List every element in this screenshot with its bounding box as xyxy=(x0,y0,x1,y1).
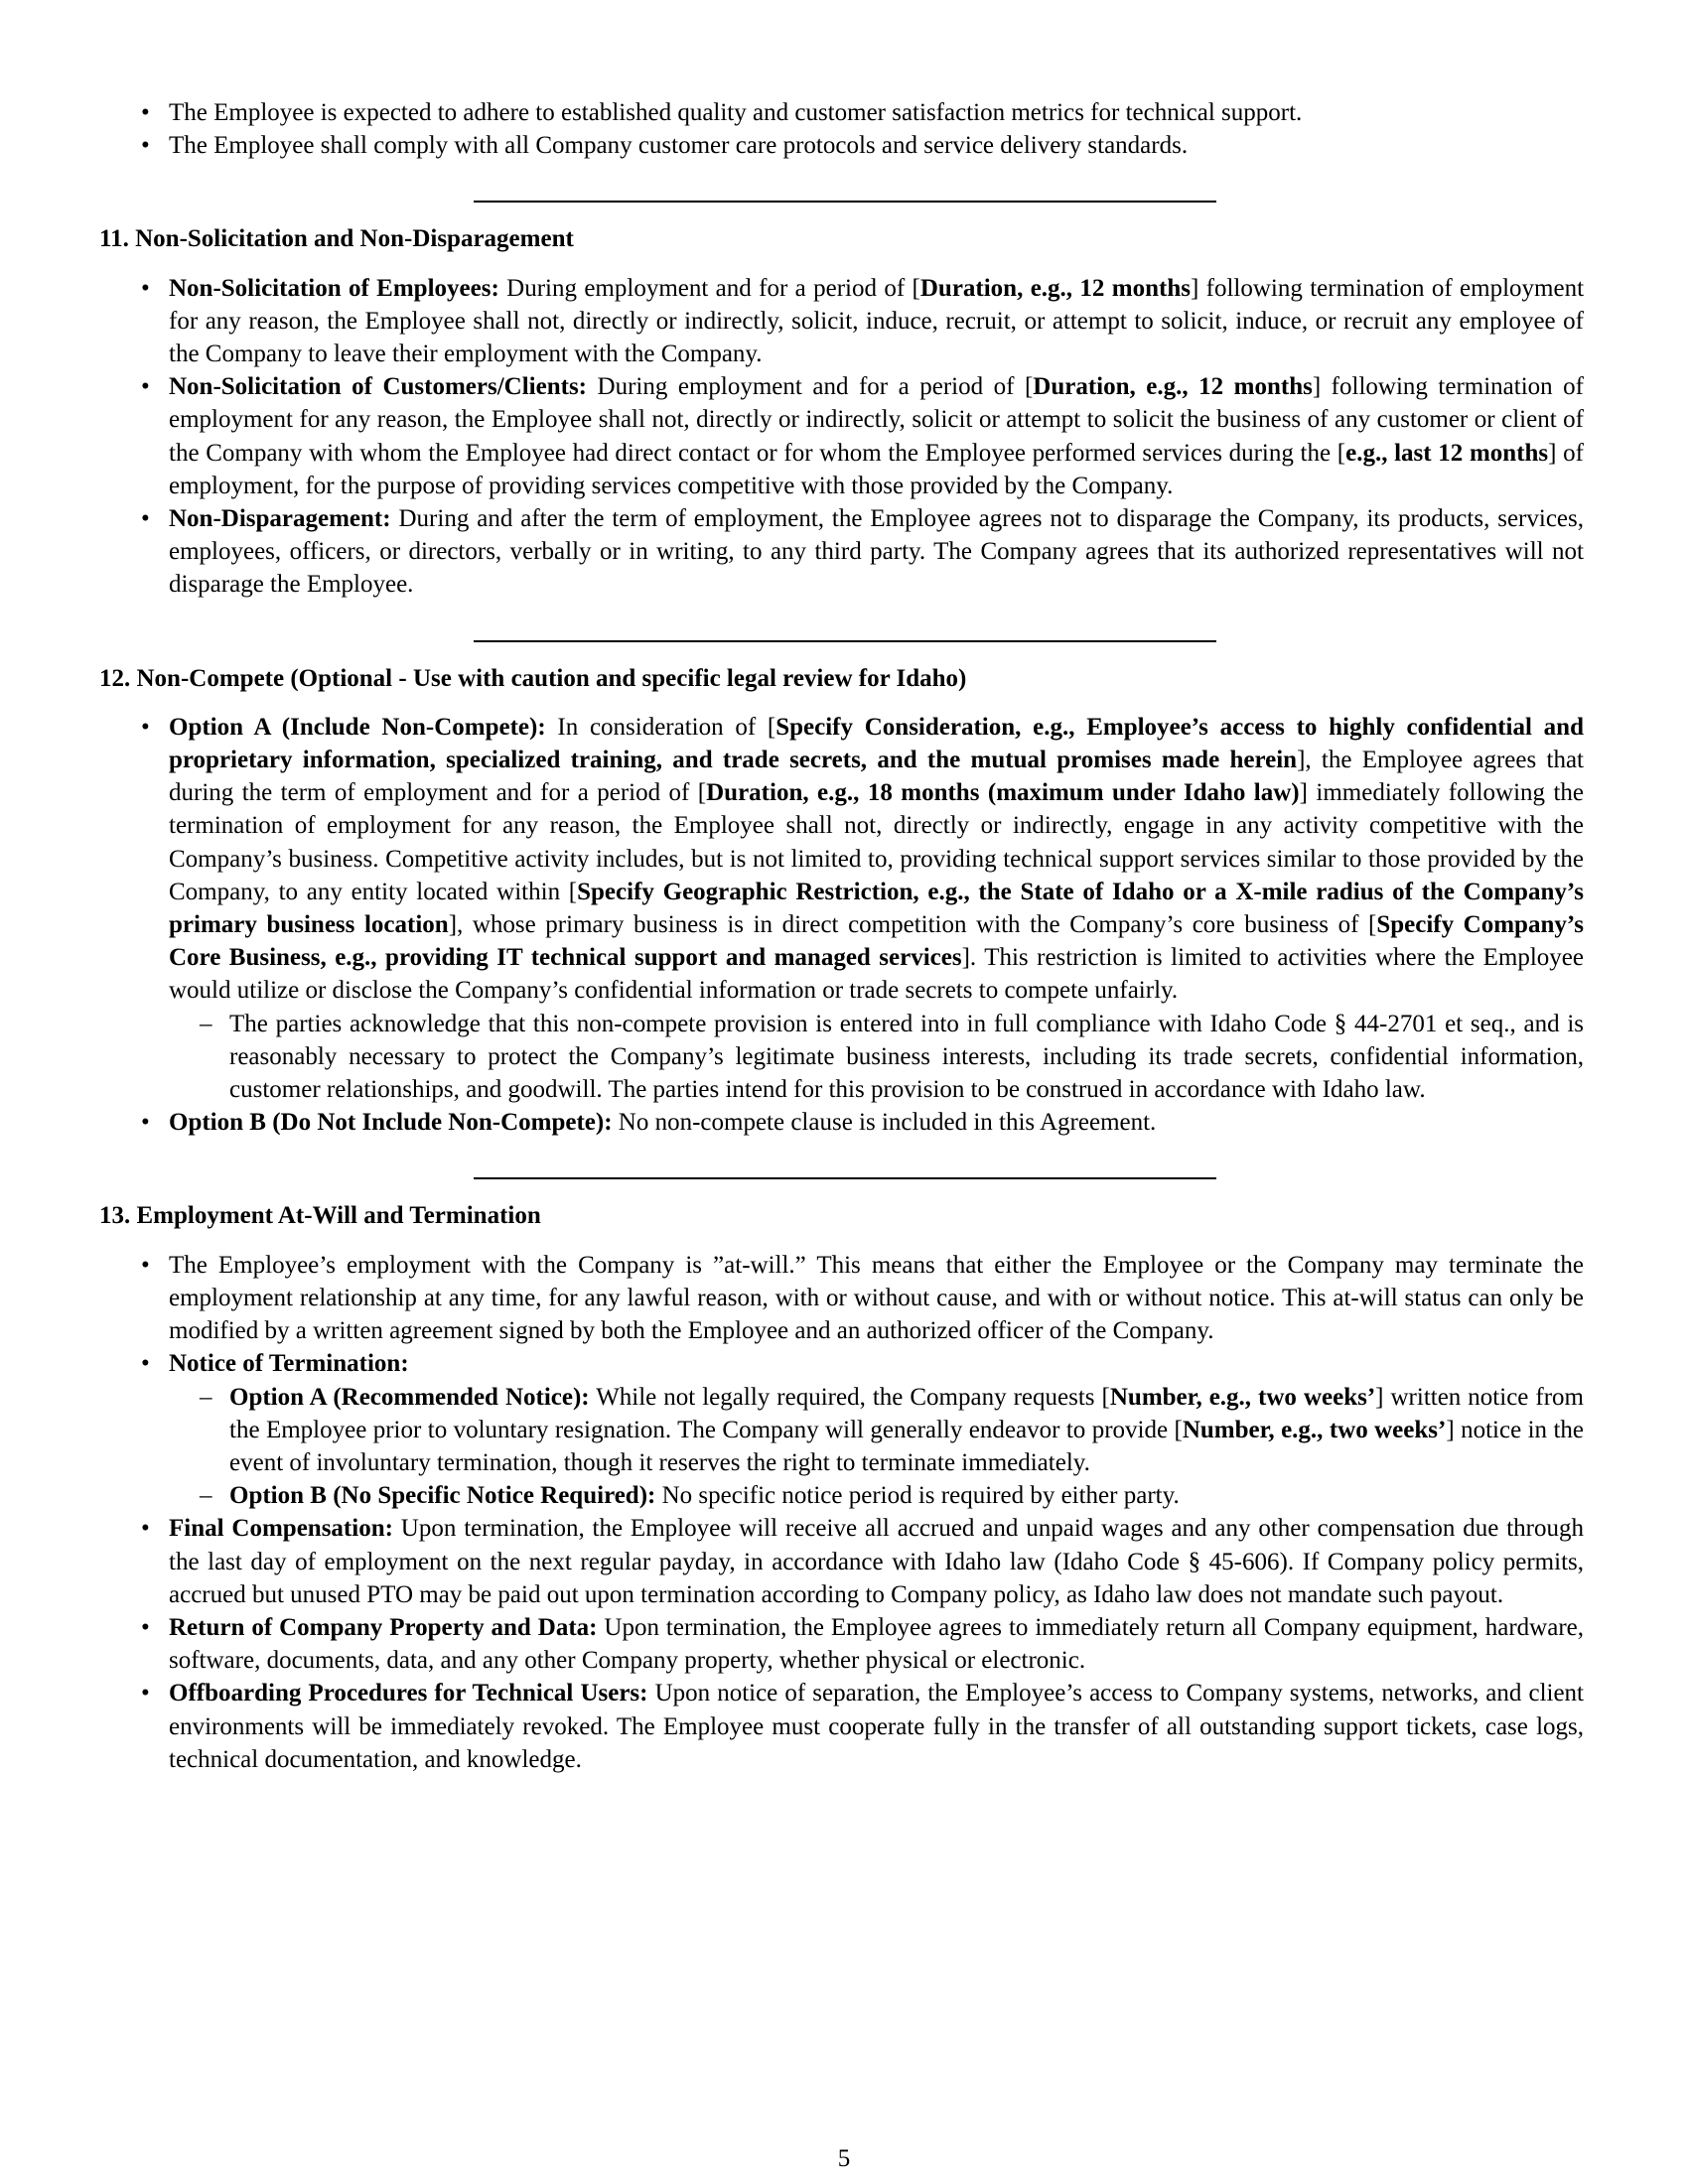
sub-bullet-text: No specific notice period is required by either party. xyxy=(655,1482,1180,1510)
sub-bullet-text: While not legally required, the Company requests [ xyxy=(589,1383,1110,1411)
bullet-text: ], the Employee agrees that during the term of employment and for a period of [ xyxy=(169,747,1584,807)
placeholder-text: Duration, e.g., 12 months xyxy=(919,274,1191,302)
bullet-label: Non-Solicitation of Employees: xyxy=(169,274,499,302)
placeholder-text: Specify Geographic Restriction, e.g., the State of Idaho or a X-mile radius of the Company’s primary business location xyxy=(169,878,1584,939)
bullet-text: During employment and for a period of [ xyxy=(498,274,920,302)
sub-list-item xyxy=(229,1381,1584,1480)
section-11-list xyxy=(99,272,1584,602)
list-item xyxy=(169,370,1584,502)
bullet-text: ]. This restriction is limited to activities where the Employee would utilize or disclose the Company’s confidential information or trade secrets to compete unfairly. xyxy=(169,944,1584,1005)
list-item xyxy=(169,711,1584,1106)
bullet-label: Final Compensation: xyxy=(169,1515,393,1543)
bullet-text: During and after the term of employment, the Employee agrees not to disparage the Company, its products, services, employees, officers, or directors, verbally or in writing, to any third party. The Company agrees that its authorized representatives will not disparage the Employee. xyxy=(169,505,1584,599)
section-13-list xyxy=(99,1249,1584,1776)
list-item xyxy=(169,272,1584,371)
sub-bullet-label: Option B (No Specific Notice Required): xyxy=(229,1482,656,1510)
bullet-text: Upon termination, the Employee agrees to immediately return all Company equipment, hardware, software, documents, data, and any other Company property, whether physical or electronic. xyxy=(169,1613,1584,1675)
placeholder-text: Duration, e.g., 12 months xyxy=(1033,373,1313,401)
bullet-text: ] immediately following the termination of employment for any reason, the Employee shall not, directly or indirectly, engage in any activity competitive with the Company’s business. Competitive activity includes, but is not limited to, providing technical support services similar to those provided by the Company, to any entity located within [ xyxy=(169,779,1584,905)
section-12-list xyxy=(99,711,1584,1140)
sub-bullet-text: ] written notice from the Employee prior to voluntary resignation. The Company will generally endeavor to provide [ xyxy=(229,1383,1584,1443)
placeholder-text: Number, e.g., two weeks’ xyxy=(1182,1416,1447,1443)
bullet-label: Non-Disparagement: xyxy=(169,505,391,533)
bullet-label: Option B (Do Not Include Non-Compete): xyxy=(169,1109,613,1137)
list-item xyxy=(169,96,1584,129)
placeholder-text: Duration, e.g., 18 months (maximum under Idaho law) xyxy=(706,779,1300,807)
bullet-text: In consideration of [ xyxy=(545,713,776,741)
bullet-label: Offboarding Procedures for Technical Users: xyxy=(169,1680,648,1707)
bullet-label: Return of Company Property and Data: xyxy=(169,1613,598,1641)
bullet-text: ] following termination of employment for any reason, the Employee shall not, directly or indirectly, solicit or attempt to solicit the business of any customer or client of the Company with whom the Employee had direct contact or for whom the Employee performed services during the [ xyxy=(169,373,1584,467)
placeholder-text: Specify Consideration, e.g., Employee’s access to highly confidential and proprietary information, specialized training, and trade secrets, and the mutual promises made herein xyxy=(169,713,1584,774)
sub-list xyxy=(169,1008,1584,1107)
bullet-label: Option A (Include Non-Compete): xyxy=(169,713,546,741)
section-12-heading: 12. Non-Compete (Optional - Use with caution and specific legal review for Idaho) xyxy=(99,664,967,692)
bullet-text: Upon termination, the Employee will receive all accrued and unpaid wages and any other compensation due through the last day of employment on the next regular payday, in accordance with Idaho law (Idaho Code § 45-606). If Company policy permits, accrued but unused PTO may be paid out upon termination according to Company policy, as Idaho law does not mandate such payout. xyxy=(169,1515,1584,1608)
bullet-text: The Employee shall comply with all Company customer care protocols and service delivery standards. xyxy=(169,132,1189,160)
sub-list-item xyxy=(229,1479,1584,1512)
list-item xyxy=(169,1677,1584,1776)
list-item xyxy=(169,1512,1584,1611)
bullet-label: Notice of Termination: xyxy=(169,1350,409,1378)
bullet-text: Upon notice of separation, the Employee’s access to Company systems, networks, and client environments will be immediately revoked. The Employee must cooperate fully in the transfer of all outstanding support tickets, case logs, technical documentation, and knowledge. xyxy=(169,1680,1584,1773)
placeholder-text: Number, e.g., two weeks’ xyxy=(1109,1383,1376,1411)
bullet-text: No non-compete clause is included in this Agreement. xyxy=(612,1109,1157,1137)
bullet-text: ] of employment, for the purpose of providing services competitive with those provided by the Company. xyxy=(169,439,1584,499)
sub-bullet-text: ] notice in the event of involuntary termination, though it reserves the right to terminate immediately. xyxy=(229,1416,1584,1476)
section-11-heading: 11. Non-Solicitation and Non-Disparagement xyxy=(99,225,574,253)
placeholder-text: e.g., last 12 months xyxy=(1345,439,1549,467)
placeholder-text: Specify Company’s Core Business, e.g., providing IT technical support and managed services xyxy=(169,911,1584,972)
bullet-text: ], whose primary business is in direct competition with the Company’s core business of [ xyxy=(448,911,1377,939)
sub-list-item xyxy=(229,1008,1584,1107)
list-item xyxy=(169,1611,1584,1677)
sub-bullet-text: The parties acknowledge that this non-compete provision is entered into in full compliance with Idaho Code § 44-2701 et seq., and is reasonably necessary to protect the Company’s legitimate business interests, including its trade secrets, confidential information, customer relationships, and goodwill. The parties intend for this provision to be construed in accordance with Idaho law. xyxy=(229,1010,1584,1104)
bullet-text: During employment and for a period of [ xyxy=(587,373,1034,401)
sub-list xyxy=(169,1381,1584,1513)
list-item xyxy=(169,1249,1584,1348)
sub-bullet-label: Option A (Recommended Notice): xyxy=(229,1383,590,1411)
section-13-heading: 13. Employment At-Will and Termination xyxy=(99,1202,541,1230)
list-item xyxy=(169,502,1584,602)
list-item xyxy=(169,1347,1584,1512)
page-number: 5 xyxy=(837,2145,851,2172)
bullet-text: The Employee’s employment with the Company is ”at-will.” This means that either the Employee or the Company may terminate the employment relationship at any time, for any lawful reason, with or without cause, and with or without notice. This at-will status can only be modified by a written agreement signed by both the Employee and an authorized officer of the Company. xyxy=(169,1251,1584,1345)
intro-bullet-list xyxy=(99,96,1584,162)
list-item xyxy=(169,129,1584,162)
bullet-text: ] following termination of employment for any reason, the Employee shall not, directly or indirectly, solicit, induce, recruit, or attempt to solicit, induce, or recruit any employee of the Company to leave their employment with the Company. xyxy=(169,274,1585,368)
list-item xyxy=(169,1106,1584,1139)
bullet-text: The Employee is expected to adhere to established quality and customer satisfaction metrics for technical support. xyxy=(169,99,1303,126)
bullet-label: Non-Solicitation of Customers/Clients: xyxy=(169,373,588,401)
